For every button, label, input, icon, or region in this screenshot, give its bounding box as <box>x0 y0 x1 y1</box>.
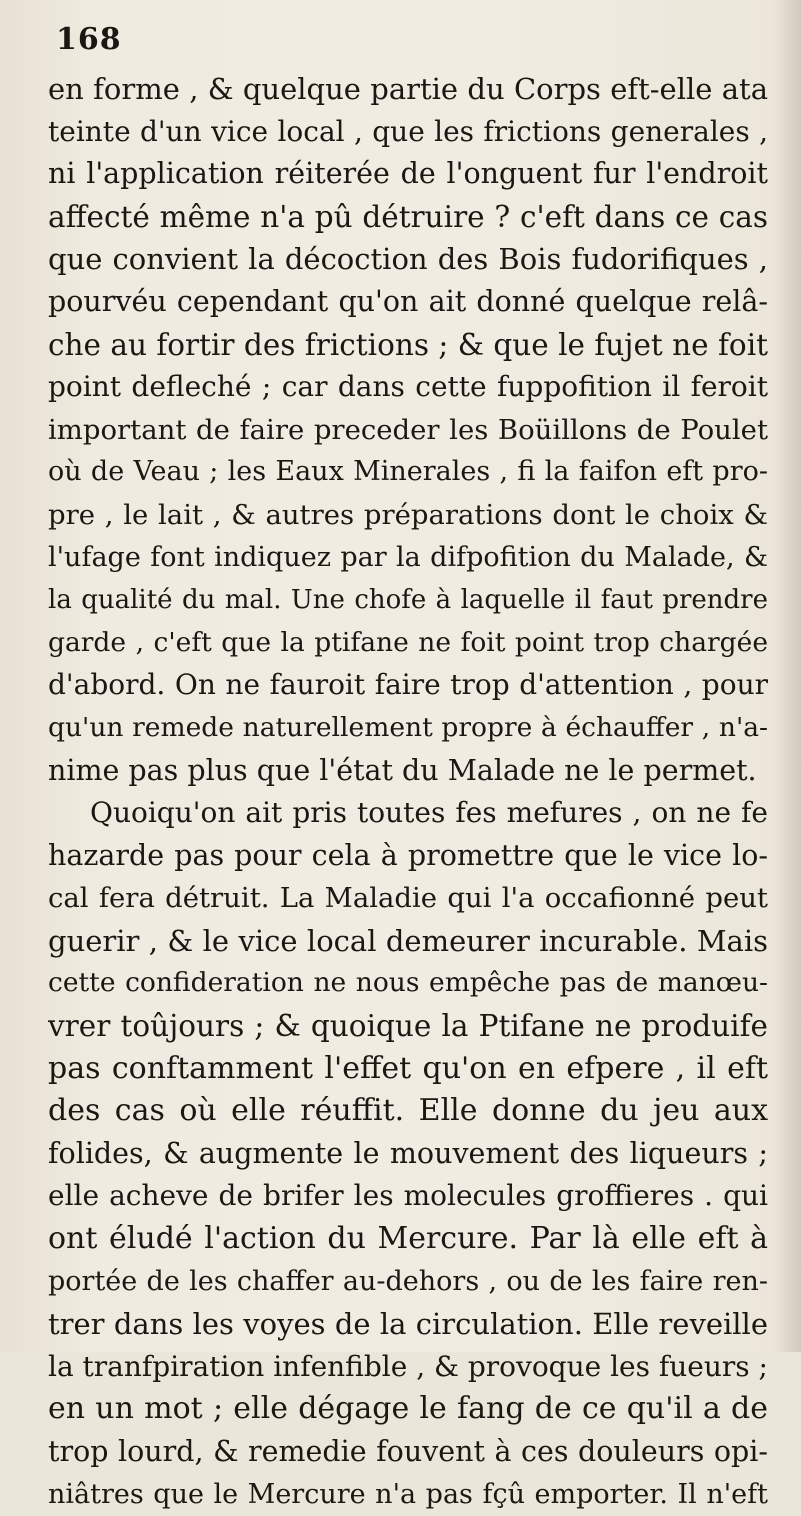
text-line: important de faire preceder les Boüillons de Poulet <box>48 413 768 446</box>
text-line: vrer toûjours ; & quoique la Ptifane ne produife <box>48 1009 768 1044</box>
text-line: pre , le lait , & autres préparations dont le choix & <box>48 498 768 531</box>
text-line: la qualité du mal. Une chofe à laquelle il faut prendre <box>48 585 768 616</box>
text-line: folides, & augmente le mouvement des liqueurs ; <box>48 1136 768 1170</box>
text-line: où de Veau ; les Eaux Minerales , fi la faifon eft pro- <box>48 456 768 488</box>
text-line: che au fortir des frictions ; & que le fujet ne foit <box>48 327 768 362</box>
text-line: en un mot ; elle dégage le fang de ce qu'il a de <box>48 1391 768 1427</box>
text-line: trop lourd, & remedie fouvent à ces douleurs opi- <box>48 1435 768 1468</box>
text-line: des cas où elle réuffit. Elle donne du jeu aux <box>48 1093 768 1129</box>
text-line: trer dans les voyes de la circulation. Elle reveille <box>48 1307 768 1342</box>
text-line: que convient la décoction des Bois fudorifiques , <box>48 242 768 277</box>
text-line: nime pas plus que l'état du Malade ne le permet. <box>48 753 757 787</box>
text-line: pourvéu cependant qu'on ait donné quelque relâ- <box>48 284 768 318</box>
text-line: ni l'application réiterée de l'onguent fur l'endroit <box>48 157 768 191</box>
page-edge-shadow <box>773 0 801 1352</box>
text-line: affecté même n'a pû détruire ? c'eft dans ce cas <box>48 199 768 234</box>
text-line: d'abord. On ne fauroit faire trop d'attention , pour <box>48 668 768 702</box>
paragraph-start-line: Quoiqu'on ait pris toutes fes mefures , on ne fe <box>90 796 768 830</box>
text-line: hazarde pas pour cela à promettre que le vice lo- <box>48 838 768 872</box>
text-line: garde , c'eft que la ptifane ne foit point trop chargée <box>48 626 768 658</box>
text-line: ont éludé l'action du Mercure. Par là elle eft à <box>48 1221 768 1257</box>
text-line: cette confideration ne nous empêche pas de manœu- <box>48 967 768 999</box>
text-line: elle acheve de brifer les molecules groffieres . qui <box>48 1179 768 1213</box>
text-line: teinte d'un vice local , que les frictions generales , <box>48 114 768 148</box>
page-number: 168 <box>56 22 122 57</box>
text-line: l'ufage font indiquez par la difpofition du Malade, & <box>48 541 768 573</box>
text-line: la tranfpiration infenfible , & provoque les fueurs ; <box>48 1349 768 1383</box>
text-line: guerir , & le vice local demeurer incurable. Mais <box>48 923 768 958</box>
text-line: en forme , & quelque partie du Corps eft-elle ata <box>48 72 768 106</box>
body-text <box>48 68 768 1516</box>
text-line: niâtres que le Mercure n'a pas fçû emporter. Il n'eft <box>48 1478 768 1510</box>
text-line: point defleché ; car dans cette fuppofition il feroit <box>48 370 768 404</box>
text-line: cal fera détruit. La Maladie qui l'a occafionné peut <box>48 882 768 915</box>
text-line: pas conftamment l'effet qu'on en efpere , il eft <box>48 1050 768 1086</box>
text-line: qu'un remede naturellement propre à échauffer , n'a- <box>48 711 768 743</box>
text-line: portée de les chaffer au-dehors , ou de les faire ren- <box>48 1265 768 1297</box>
